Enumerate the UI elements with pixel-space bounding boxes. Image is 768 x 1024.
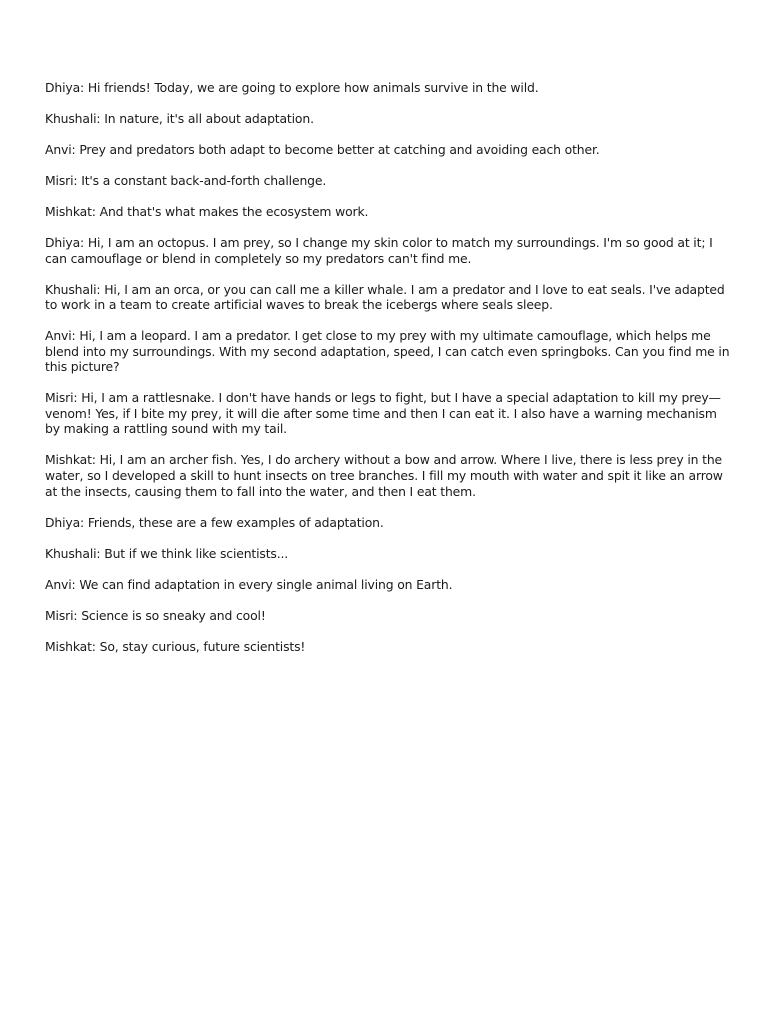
dialogue-line: Dhiya: Friends, these are a few examples of adaptation. xyxy=(45,514,384,530)
dialogue-line: Mishkat: Hi, I am an archer fish. Yes, I do archery without a bow and arrow. Where I live, there is less prey in the water, so I developed a skill to hunt insects on tree branches. I fill my mouth with water and spit it like an arrow at the insects, causing them to fall into the water, and then I eat them. xyxy=(45,452,723,499)
dialogue-line: Anvi: Hi, I am a leopard. I am a predator. I get close to my prey with my ultimate camouflage, which helps me blend into my surroundings. With my second adaptation, speed, I can catch even springboks. Can you find me in this picture? xyxy=(45,328,730,375)
dialogue-line: Anvi: We can find adaptation in every single animal living on Earth. xyxy=(45,576,453,592)
document-page xyxy=(45,80,730,670)
dialogue-line: Dhiya: Hi friends! Today, we are going to explore how animals survive in the wild. xyxy=(45,80,539,95)
dialogue-line: Mishkat: So, stay curious, future scientists! xyxy=(45,638,306,654)
dialogue-line: Anvi: Prey and predators both adapt to become better at catching and avoiding each other. xyxy=(45,141,600,157)
dialogue-line: Dhiya: Hi, I am an octopus. I am prey, so I change my skin color to match my surroundings. I'm so good at it; I can camouflage or blend in completely so my predators can't find me. xyxy=(45,234,713,266)
dialogue-line: Khushali: But if we think like scientists... xyxy=(45,545,289,561)
dialogue-line: Misri: Hi, I am a rattlesnake. I don't have hands or legs to fight, but I have a special adaptation to kill my prey—venom! Yes, if I bite my prey, it will die after some time and then I can eat it. I also have a warning mechanism by making a rattling sound with my tail. xyxy=(45,390,721,437)
dialogue-line: Misri: It's a constant back-and-forth challenge. xyxy=(45,172,327,188)
dialogue-line: Khushali: Hi, I am an orca, or you can call me a killer whale. I am a predator and I love to eat seals. I've adapted to work in a team to create artificial waves to break the icebergs where seals sleep. xyxy=(45,281,725,313)
dialogue-line: Khushali: In nature, it's all about adaptation. xyxy=(45,110,314,126)
dialogue-line: Misri: Science is so sneaky and cool! xyxy=(45,607,266,623)
dialogue-line: Mishkat: And that's what makes the ecosystem work. xyxy=(45,203,369,219)
